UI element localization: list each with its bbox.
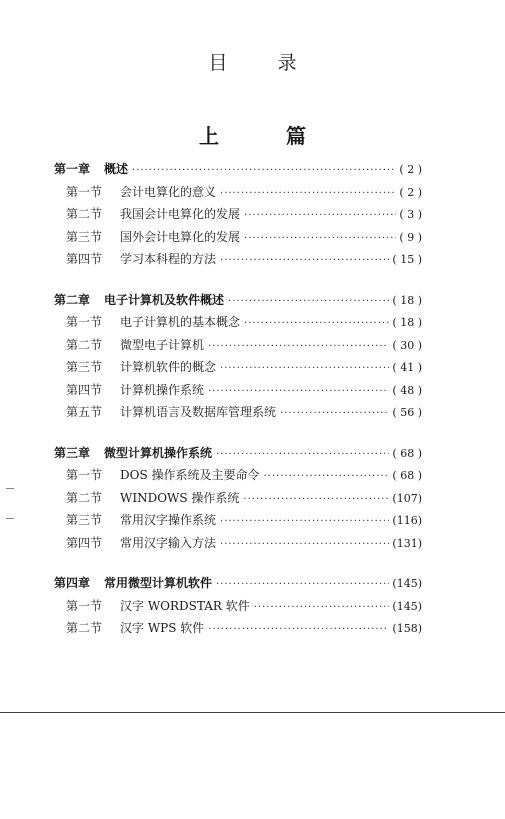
chapter-heading-label: 第四章 (54, 576, 91, 590)
dot-leader (228, 295, 389, 309)
section-entry-label: 第三节 (66, 513, 103, 527)
section-entry-page: (158) (392, 622, 422, 635)
section-entry-page: ( 2 ) (399, 185, 422, 199)
dot-leader (220, 515, 389, 529)
chapter-heading-page: ( 68 ) (392, 446, 422, 460)
section-entry-title: 计算机软件的概念 (120, 360, 217, 374)
section-entry-label: 第四节 (66, 252, 103, 266)
section-entry (54, 381, 422, 404)
section-entry-page: ( 48 ) (392, 383, 422, 397)
section-entry-title: 计算机操作系统 (120, 382, 205, 397)
section-entry-title: 我国会计电算化的发展 (120, 207, 241, 221)
section-entry-page: ( 18 ) (392, 316, 422, 329)
section-entry-title: 电子计算机的基本概念 (120, 315, 241, 329)
chapter-heading-title: 常用微型计算机软件 (104, 576, 213, 590)
dot-leader (280, 407, 389, 421)
section-entry-label: 第三节 (66, 360, 103, 374)
chapter-heading-title: 概述 (104, 162, 129, 176)
section-entry (54, 250, 422, 273)
section-entry-label: 第一节 (66, 184, 103, 199)
margin-mark (6, 488, 14, 489)
section-entry (54, 336, 422, 359)
dot-leader (208, 385, 389, 399)
section-entry-page: (131) (392, 536, 422, 550)
table-of-contents (54, 160, 422, 660)
section-entry-label: 第二节 (66, 621, 103, 635)
chapter-heading-title: 电子计算机及软件概述 (104, 292, 225, 307)
section-entry (54, 313, 422, 336)
bottom-rule (0, 712, 505, 713)
chapter-heading-page: (145) (392, 577, 422, 590)
dot-leader (216, 578, 389, 592)
section-entry-label: 第四节 (66, 535, 103, 550)
chapter-heading-title: 微型计算机操作系统 (104, 445, 213, 460)
dot-leader (220, 362, 389, 376)
chapter-heading (54, 160, 422, 183)
section-entry (54, 511, 422, 534)
section-entry (54, 228, 422, 251)
section-entry (54, 466, 422, 489)
section-entry-label: 第三节 (66, 229, 103, 244)
chapter-block (54, 444, 422, 557)
chapter-heading (54, 574, 422, 597)
chapter-heading-label: 第一章 (54, 162, 91, 176)
chapter-heading-label: 第三章 (54, 445, 91, 460)
section-entry-label: 第四节 (66, 382, 103, 397)
section-entry-label: 第二节 (66, 490, 103, 505)
section-entry-title: 汉字 WPS 软件 (120, 621, 205, 635)
section-entry-label: 第二节 (66, 207, 103, 221)
section-entry-label: 第一节 (66, 598, 103, 613)
dot-leader (208, 623, 389, 637)
chapter-block (54, 291, 422, 426)
section-entry (54, 489, 422, 512)
section-entry-title: 汉字 WORDSTAR 软件 (120, 598, 250, 613)
section-entry-page: ( 30 ) (392, 338, 422, 352)
section-entry-page: ( 41 ) (392, 361, 422, 374)
dot-leader (208, 340, 389, 354)
chapter-block (54, 574, 422, 642)
dot-leader (220, 538, 389, 552)
section-entry-page: ( 9 ) (399, 230, 422, 244)
section-entry-label: 第二节 (66, 337, 103, 352)
part-title: 上 篇 (199, 124, 336, 148)
section-entry (54, 205, 422, 228)
dot-leader (244, 209, 396, 223)
section-entry (54, 358, 422, 381)
dot-leader (244, 317, 389, 331)
section-entry-title: 学习本科程的方法 (120, 252, 217, 266)
section-entry (54, 619, 422, 642)
section-entry (54, 597, 422, 620)
section-entry-page: ( 56 ) (392, 406, 422, 419)
margin-mark (6, 518, 14, 519)
section-entry-page: (107) (392, 491, 422, 505)
chapter-heading (54, 444, 422, 467)
page-title: 目 录 (208, 52, 319, 74)
section-entry-label: 第一节 (66, 468, 103, 482)
chapter-heading (54, 291, 422, 314)
dot-leader (132, 164, 396, 178)
section-entry-label: 第五节 (66, 405, 103, 419)
section-entry-title: WINDOWS 操作系统 (120, 490, 240, 505)
section-entry (54, 183, 422, 206)
section-entry-page: (145) (392, 599, 422, 613)
section-entry-title: 微型电子计算机 (120, 337, 205, 352)
section-entry-title: 会计电算化的意义 (120, 184, 217, 199)
dot-leader (216, 448, 389, 462)
section-entry-page: ( 68 ) (392, 469, 422, 482)
chapter-heading-page: ( 2 ) (399, 163, 422, 176)
dot-leader (244, 232, 396, 246)
section-entry-title: 计算机语言及数据库管理系统 (120, 405, 277, 419)
section-entry-title: 常用汉字操作系统 (120, 513, 217, 527)
dot-leader (243, 493, 389, 507)
section-entry-page: ( 15 ) (392, 253, 422, 266)
dot-leader (254, 601, 390, 615)
section-entry-title: DOS 操作系统及主要命令 (120, 468, 260, 482)
dot-leader (220, 187, 396, 201)
dot-leader (264, 470, 390, 484)
section-entry-page: (116) (392, 514, 422, 527)
section-entry-label: 第一节 (66, 315, 103, 329)
chapter-block (54, 160, 422, 273)
chapter-heading-label: 第二章 (54, 292, 91, 307)
section-entry (54, 534, 422, 557)
section-entry (54, 403, 422, 426)
section-entry-title: 常用汉字输入方法 (120, 535, 217, 550)
section-entry-page: ( 3 ) (399, 208, 422, 221)
dot-leader (220, 254, 389, 268)
chapter-heading-page: ( 18 ) (392, 293, 422, 307)
section-entry-title: 国外会计电算化的发展 (120, 229, 241, 244)
